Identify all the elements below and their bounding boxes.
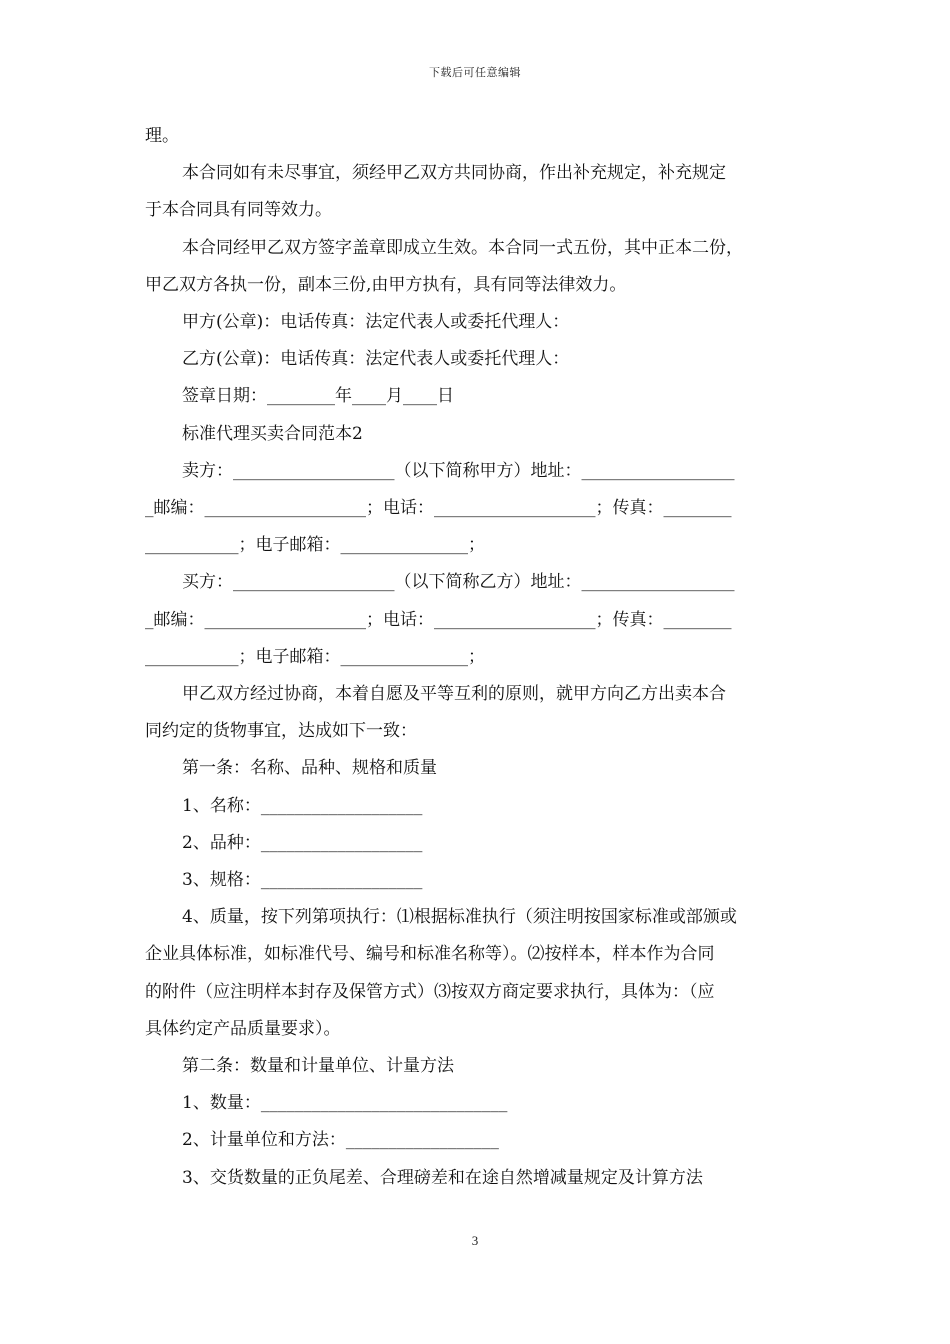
page-header: 下载后可任意编辑: [429, 66, 521, 79]
list-item: 4、质量，按下列第项执行：⑴根据标准执行（须注明按国家标准或部颁或: [182, 907, 737, 928]
page-number: 3: [471, 1233, 479, 1248]
buyer-line: 买方：___________________（以下简称乙方）地址：__________________: [182, 572, 735, 593]
list-item: 3、交货数量的正负尾差、合理磅差和在途自然增减量规定及计算方法: [182, 1167, 703, 1188]
paragraph-line: 于本合同具有同等效力。: [145, 200, 332, 221]
paragraph-line: 的附件（应注明样本封存及保管方式）⑶按双方商定要求执行，具体为：（应: [145, 981, 715, 1002]
paragraph-line: 企业具体标准，如标准代号、编号和标准名称等）。⑵按样本，样本作为合同: [145, 944, 715, 965]
paragraph-line: 理。: [145, 126, 179, 146]
paragraph-line: 甲乙双方各执一份，副本三份,由甲方执有，具有同等法律效力。: [145, 274, 627, 295]
section-title: 标准代理买卖合同范本2: [182, 423, 363, 444]
signing-date-line: 签章日期：________年____月____日: [182, 386, 454, 407]
list-item: 1、名称：___________________: [182, 795, 423, 816]
paragraph-line: 同约定的货物事宜，达成如下一致：: [145, 721, 417, 742]
party-b-seal-line: 乙方(公章)：电话传真：法定代表人或委托代理人：: [182, 349, 570, 370]
buyer-contact-line: _邮编：___________________；电话：___________________；传真：________: [145, 609, 732, 630]
paragraph-line: 本合同经甲乙双方签字盖章即成立生效。本合同一式五份，其中正本二份，: [182, 237, 743, 258]
buyer-email-line: ___________；电子邮箱：_______________；: [145, 646, 485, 667]
seller-contact-line: _邮编：___________________；电话：___________________；传真：________: [145, 498, 732, 519]
article-heading: 第一条：名称、品种、规格和质量: [182, 758, 437, 779]
article-heading: 第二条：数量和计量单位、计量方法: [182, 1056, 454, 1077]
seller-line: 卖方：___________________（以下简称甲方）地址：__________________: [182, 460, 735, 481]
seller-email-line: ___________；电子邮箱：_______________；: [145, 535, 485, 556]
list-item: 1、数量：_____________________________: [182, 1093, 508, 1114]
list-item: 2、品种：___________________: [182, 832, 423, 853]
list-item: 2、计量单位和方法：__________________: [182, 1130, 499, 1151]
paragraph-line: 具体约定产品质量要求）。: [145, 1018, 341, 1039]
list-item: 3、规格：___________________: [182, 870, 423, 891]
party-a-seal-line: 甲方(公章)：电话传真：法定代表人或委托代理人：: [182, 312, 570, 333]
paragraph-line: 甲乙双方经过协商，本着自愿及平等互利的原则，就甲方向乙方出卖本合: [182, 684, 726, 705]
document-body: [145, 118, 807, 1197]
paragraph-line: 本合同如有未尽事宜，须经甲乙双方共同协商，作出补充规定，补充规定: [182, 163, 726, 184]
